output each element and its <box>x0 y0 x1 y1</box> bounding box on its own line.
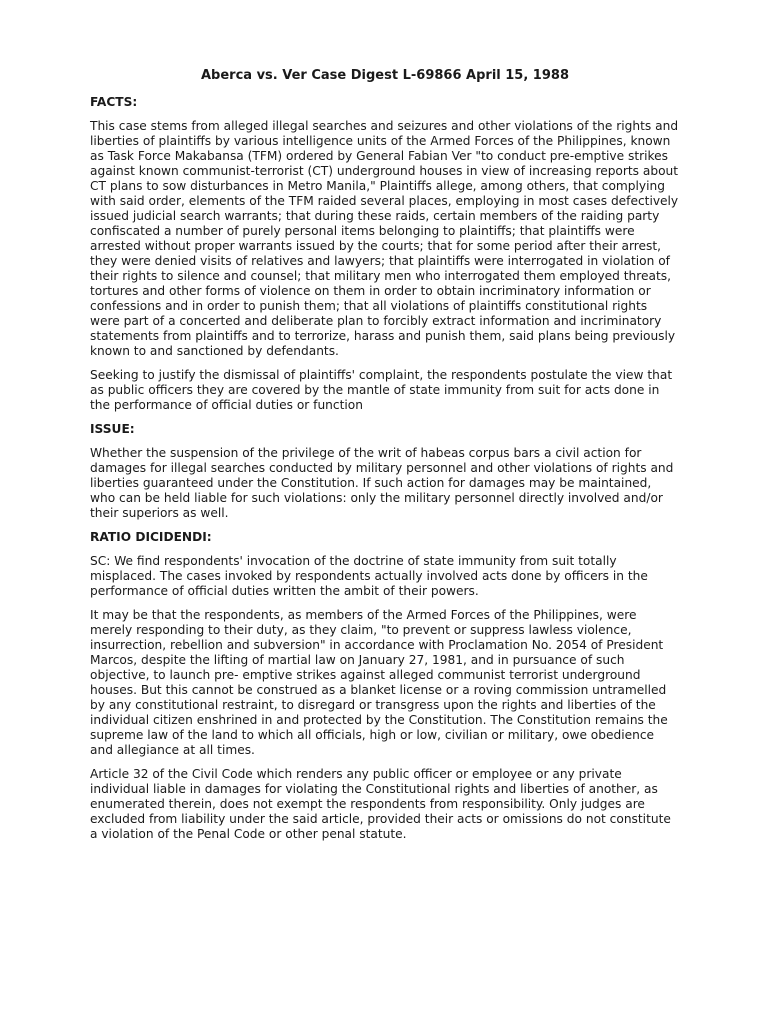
document-title: Aberca vs. Ver Case Digest L-69866 April 15, 1988 <box>200 68 569 83</box>
facts-paragraph-2: Seeking to justify the dismissal of plaintiffs' complaint, the respondents postulate the view that as public officers they are covered by the mantle of state immunity from suit for acts done in the performance of official duties or function <box>90 368 673 412</box>
ratio-paragraph-2: It may be that the respondents, as members of the Armed Forces of the Philippines, were merely responding to their duty, as they claim, "to prevent or suppress lawless violence, insurrection, rebellion and subversion" in accordance with Proclamation No. 2054 of President Marcos, despite the lifting of martial law on January 27, 1981, and in pursuance of such objective, to launch pre- emptive strikes against alleged communist terrorist underground houses. But this cannot be construed as a blanket license or a roving commission untramelled by any constitutional restraint, to disregard or transgress upon the rights and liberties of the individual citizen enshrined in and protected by the Constitution. The Constitution remains the supreme law of the land to which all officials, high or low, civilian or military, owe obedience and allegiance at all times. <box>90 608 668 757</box>
document-page <box>90 68 680 851</box>
issue-heading: ISSUE: <box>90 422 135 436</box>
ratio-paragraph-3: Article 32 of the Civil Code which renders any public officer or employee or any private individual liable in damages for violating the Constitutional rights and liberties of another, as enumerated therein, does not exempt the respondents from responsibility. Only judges are excluded from liability under the said article, provided their acts or omissions do not constitute a violation of the Penal Code or other penal statute. <box>90 767 671 841</box>
ratio-paragraph-1: SC: We find respondents' invocation of the doctrine of state immunity from suit totally misplaced. The cases invoked by respondents actually involved acts done by officers in the performance of official duties written the ambit of their powers. <box>90 554 648 598</box>
facts-paragraph-1: This case stems from alleged illegal searches and seizures and other violations of the rights and liberties of plaintiffs by various intelligence units of the Armed Forces of the Philippines, known as Task Force Makabansa (TFM) ordered by General Fabian Ver "to conduct pre-emptive strikes against known communist-terrorist (CT) underground houses in view of increasing reports about CT plans to sow disturbances in Metro Manila," Plaintiffs allege, among others, that complying with said order, elements of the TFM raided several places, employing in most cases defectively issued judicial search warrants; that during these raids, certain members of the raiding party confiscated a number of purely personal items belonging to plaintiffs; that plaintiffs were arrested without proper warrants issued by the courts; that for some period after their arrest, they were denied visits of relatives and lawyers; that plaintiffs were interrogated in violation of their rights to silence and counsel; that military men who interrogated them employed threats, tortures and other forms of violence on them in order to obtain incriminatory information or confessions and in order to punish them; that all violations of plaintiffs constitutional rights were part of a concerted and deliberate plan to forcibly extract information and incriminatory statements from plaintiffs and to terrorize, harass and punish them, said plans being previously known to and sanctioned by defendants. <box>90 119 679 358</box>
ratio-heading: RATIO DICIDENDI: <box>90 530 212 544</box>
facts-heading: FACTS: <box>90 95 138 109</box>
issue-paragraph-1: Whether the suspension of the privilege of the writ of habeas corpus bars a civil action for damages for illegal searches conducted by military personnel and other violations of rights and liberties guaranteed under the Constitution. If such action for damages may be maintained, who can be held liable for such violations: only the military personnel directly involved and/or their superiors as well. <box>90 446 674 520</box>
